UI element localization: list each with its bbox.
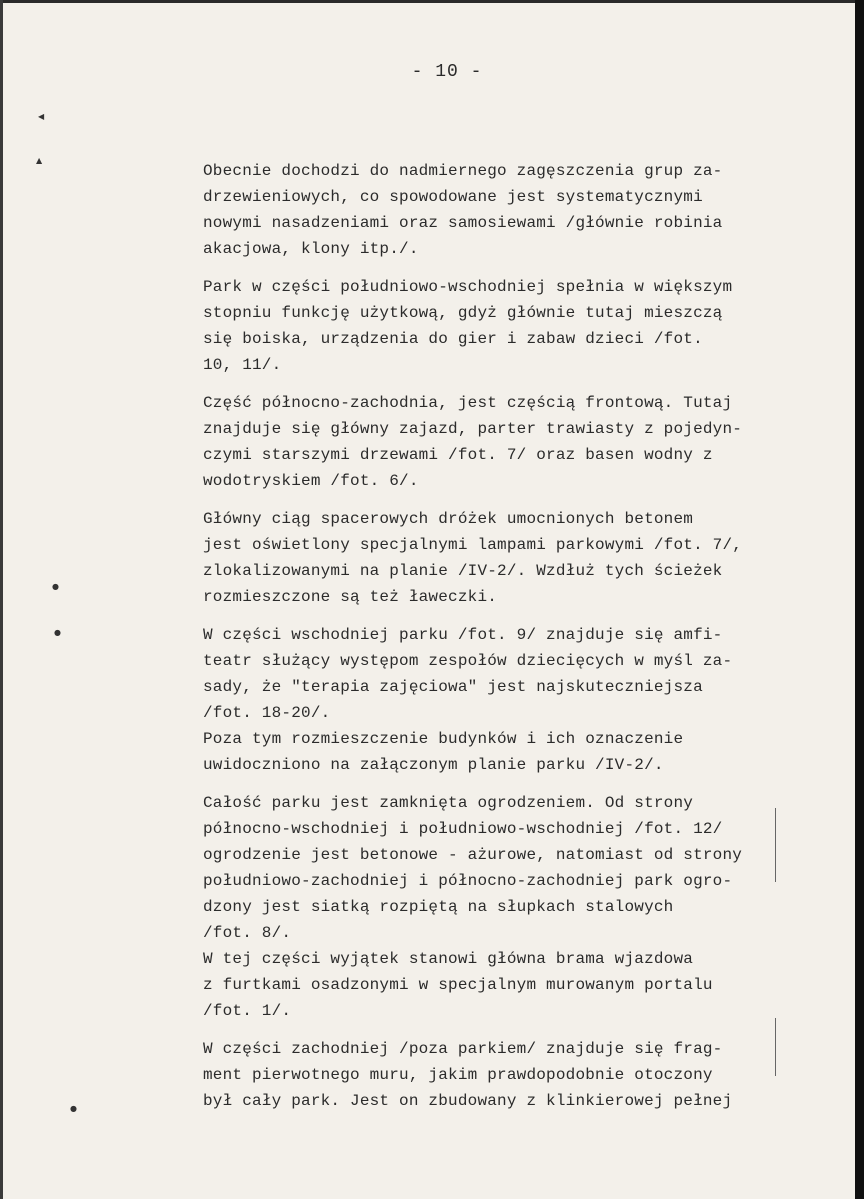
margin-speck: ● xyxy=(54,628,61,637)
margin-speck: ● xyxy=(70,1104,77,1113)
text-line: Całość parku jest zamknięta ogrodzeniem. Od strony xyxy=(203,794,694,812)
text-line: /fot. 8/. xyxy=(203,924,292,942)
text-line: z furtkami osadzonymi w specjalnym murowanym portalu xyxy=(203,976,713,994)
text-line: W części wschodniej parku /fot. 9/ znajduje się amfi- xyxy=(203,626,723,644)
text-line: czymi starszymi drzewami /fot. 7/ oraz basen wodny z xyxy=(203,446,713,464)
text-line: Główny ciąg spacerowych dróżek umocnionych betonem xyxy=(203,510,694,528)
text-line: północno-wschodniej i południowo-wschodniej /fot. 12/ xyxy=(203,820,723,838)
text-line: dzony jest siatką rozpiętą na słupkach stalowych xyxy=(203,898,674,916)
paragraph xyxy=(203,390,783,494)
text-line: Część północno-zachodnia, jest częścią frontową. Tutaj xyxy=(203,394,733,412)
margin-speck: ● xyxy=(52,582,59,591)
text-line: Obecnie dochodzi do nadmiernego zagęszczenia grup za- xyxy=(203,162,723,180)
text-line: W części zachodniej /poza parkiem/ znajduje się frag- xyxy=(203,1040,723,1058)
text-line: zlokalizowanymi na planie /IV-2/. Wzdłuż tych ścieżek xyxy=(203,562,723,580)
text-line: był cały park. Jest on zbudowany z klinkierowej pełnej xyxy=(203,1092,733,1110)
text-line: znajduje się główny zajazd, parter trawiasty z pojedyn- xyxy=(203,420,743,438)
text-line: Poza tym rozmieszczenie budynków i ich oznaczenie xyxy=(203,730,684,748)
text-line: ogrodzenie jest betonowe - ażurowe, natomiast od strony xyxy=(203,846,743,864)
page-number: - 10 - xyxy=(411,62,483,82)
paragraph xyxy=(203,158,783,262)
text-line: południowo-zachodniej i północno-zachodniej park ogro- xyxy=(203,872,733,890)
text-line: jest oświetlony specjalnymi lampami parkowymi /fot. 7/, xyxy=(203,536,743,554)
text-line: się boiska, urządzenia do gier i zabaw dzieci /fot. xyxy=(203,330,703,348)
paragraph xyxy=(203,506,783,610)
text-line: W tej części wyjątek stanowi główna brama wjazdowa xyxy=(203,950,694,968)
text-line: Park w części południowo-wschodniej spełnia w większym xyxy=(203,278,733,296)
text-line: nowymi nasadzeniami oraz samosiewami /głównie robinia xyxy=(203,214,723,232)
margin-speck: ▲ xyxy=(36,156,43,165)
text-line: stopniu funkcję użytkową, gdyż głównie tutaj mieszczą xyxy=(203,304,723,322)
body-text xyxy=(203,158,783,1126)
text-line: uwidoczniono na załączonym planie parku /IV-2/. xyxy=(203,756,664,774)
text-line: 10, 11/. xyxy=(203,356,282,374)
scan-edge-top xyxy=(0,0,864,3)
paragraph xyxy=(203,790,783,1024)
margin-speck: ◀ xyxy=(38,112,45,121)
text-line: /fot. 1/. xyxy=(203,1002,292,1020)
scan-edge-left xyxy=(0,0,3,1199)
paragraph xyxy=(203,274,783,378)
scan-edge-right xyxy=(855,0,864,1199)
paragraph xyxy=(203,622,783,778)
text-line: drzewieniowych, co spowodowane jest systematycznymi xyxy=(203,188,703,206)
text-line: sady, że "terapia zajęciowa" jest najskuteczniejsza xyxy=(203,678,703,696)
text-line: ment pierwotnego muru, jakim prawdopodobnie otoczony xyxy=(203,1066,713,1084)
text-line: akacjowa, klony itp./. xyxy=(203,240,419,258)
paragraph xyxy=(203,1036,783,1114)
text-line: /fot. 18-20/. xyxy=(203,704,331,722)
text-line: teatr służący występom zespołów dziecięcych w myśl za- xyxy=(203,652,733,670)
text-line: rozmieszczone są też ławeczki. xyxy=(203,588,498,606)
text-line: wodotryskiem /fot. 6/. xyxy=(203,472,419,490)
